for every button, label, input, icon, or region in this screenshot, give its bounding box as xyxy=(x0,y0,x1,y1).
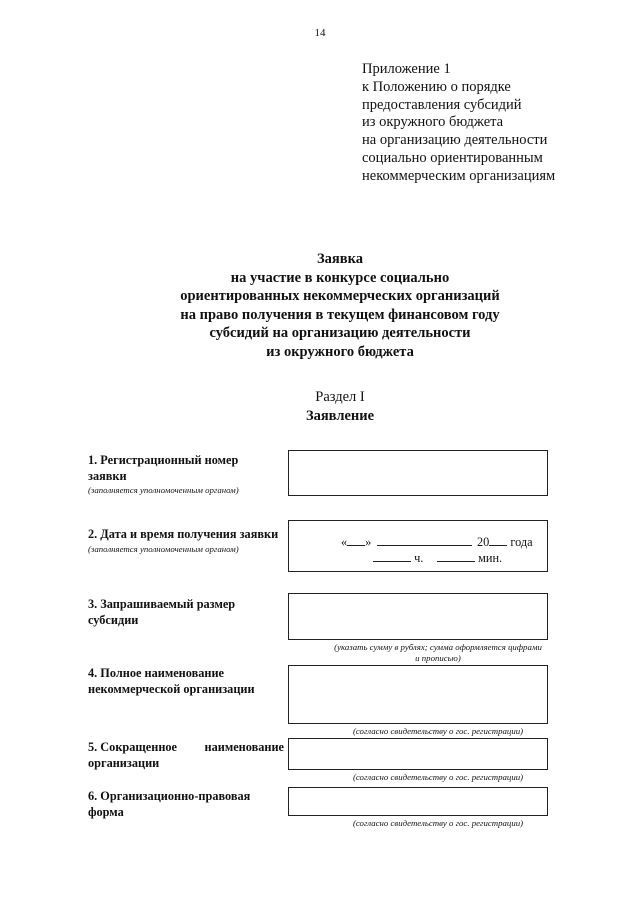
field-3-label-line: субсидии xyxy=(88,612,139,627)
section-name: Заявление xyxy=(305,407,375,424)
title-line: на участие в конкурсе социально xyxy=(230,269,450,286)
title-line: на право получения в текущем финансовом году xyxy=(180,306,500,323)
field-3-hint-line: (указать сумму в рублях; сумма оформляется цифрами xyxy=(334,642,542,652)
field-6-label-line: форма xyxy=(88,804,124,819)
legal-form-field[interactable] xyxy=(288,787,548,816)
section-heading xyxy=(0,388,640,425)
field-6-hint: (согласно свидетельству о гос. регистрации) xyxy=(352,818,524,828)
minutes-blank xyxy=(437,549,475,562)
field-3-hint xyxy=(288,642,588,664)
document-title xyxy=(0,250,640,362)
appendix-line: из окружного бюджета xyxy=(362,114,504,131)
date-month xyxy=(377,533,472,550)
month-blank xyxy=(377,533,472,546)
hour-unit: ч. xyxy=(414,551,424,565)
time-hours xyxy=(373,549,423,566)
requested-amount-field[interactable] xyxy=(288,593,548,640)
quote-open: « xyxy=(341,535,348,549)
field-1-label-line: 1. Регистрационный номер xyxy=(88,453,239,467)
registration-number-field[interactable] xyxy=(288,450,548,496)
field-5-label-line: организации xyxy=(88,755,160,770)
title-line: из окружного бюджета xyxy=(266,343,414,360)
page-number: 14 xyxy=(314,27,326,39)
title-line: Заявка xyxy=(317,251,363,267)
date-day xyxy=(341,533,371,550)
full-name-field[interactable] xyxy=(288,665,548,724)
field-4-hint: (согласно свидетельству о гос. регистрации) xyxy=(352,726,524,736)
field-5-label-line xyxy=(88,740,284,756)
field-1-label-line: заявки xyxy=(88,468,127,483)
field-5-label xyxy=(88,740,284,771)
field-6-label xyxy=(88,789,250,820)
field-1-label xyxy=(88,453,239,496)
field-4-label xyxy=(88,666,255,697)
hours-blank xyxy=(373,549,411,562)
appendix-line: предоставления субсидий xyxy=(362,96,522,113)
field-5-label-part: 5. Сокращенное xyxy=(88,740,178,754)
time-minutes xyxy=(437,549,502,566)
field-5-label-part: наименование xyxy=(204,740,284,754)
short-name-field[interactable] xyxy=(288,738,548,770)
appendix-line: Приложение 1 xyxy=(362,61,451,77)
quote-close: » xyxy=(365,535,372,549)
title-line: субсидий на организацию деятельности xyxy=(209,325,471,342)
year-blank xyxy=(489,533,507,546)
field-3-label-line: 3. Запрашиваемый размер xyxy=(88,597,236,611)
field-4-label-line: 4. Полное наименование xyxy=(88,666,225,680)
year-word: года xyxy=(510,535,533,549)
field-6-label-line: 6. Организационно-правовая xyxy=(88,789,251,803)
appendix-line: к Положению о порядке xyxy=(362,78,511,95)
field-4-label-line: некоммерческой организации xyxy=(88,681,255,696)
appendix-note xyxy=(362,61,555,186)
field-1-note: (заполняется уполномоченным органом) xyxy=(88,485,239,496)
year-prefix: 20 xyxy=(477,535,490,549)
title-line: ориентированных некоммерческих организаций xyxy=(180,288,500,305)
field-2-note: (заполняется уполномоченным органом) xyxy=(88,543,239,554)
field-5-hint: (согласно свидетельству о гос. регистрации) xyxy=(352,772,524,782)
section-number: Раздел I xyxy=(315,389,365,405)
appendix-line: на организацию деятельности xyxy=(362,132,548,149)
field-2-label-line: 2. Дата и время получения заявки xyxy=(88,527,279,541)
field-2-label xyxy=(88,527,278,555)
received-datetime-field[interactable] xyxy=(288,520,548,572)
date-year xyxy=(477,533,533,550)
appendix-line: социально ориентированным xyxy=(362,149,543,166)
field-3-hint-line: и прописью) xyxy=(415,653,461,663)
day-blank xyxy=(347,533,365,546)
min-unit: мин. xyxy=(478,551,503,565)
appendix-line: некоммерческим организациям xyxy=(362,167,556,184)
field-3-label xyxy=(88,597,235,628)
